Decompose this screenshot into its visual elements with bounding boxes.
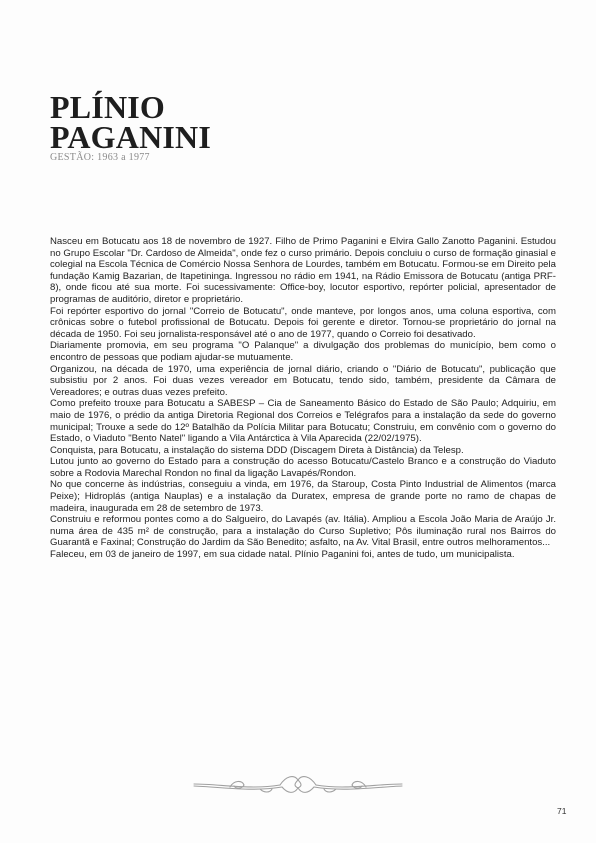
title-first-name: PLÍNIO — [50, 89, 165, 125]
paragraph-3: Diariamente promovia, em seu programa "O Palanque" a divulgação dos problemas do município, bem como o encontro de pessoas que podiam ajudar-se mutuamente. — [50, 340, 556, 363]
paragraph-7: Lutou junto ao governo do Estado para a construção do acesso Botucatu/Castelo Branco e a construção do Viaduto sobre a Rodovia Marechal Rondon no final da ligação Lavapés/Rondon. — [50, 456, 556, 479]
paragraph-10: Faleceu, em 03 de janeiro de 1997, em sua cidade natal. Plínio Paganini foi, antes de tudo, um municipalista. — [50, 549, 515, 561]
paragraph-9: Construiu e reformou pontes como a do Salgueiro, do Lavapés (av. Itália). Ampliou a Escola João Maria de Araújo Jr. numa área de 435 m² de construção, para a instalação do Curso Supletivo; Pôs iluminação rural nos Bairros do Guarantã e Faxinal; Construção do Jardim da São Benedito; asfalto, na Av. Vital Brasil, entre outros melhoramentos... — [50, 514, 556, 549]
title-last-name: PAGANINI — [50, 119, 212, 155]
flourish-ornament-icon — [190, 770, 406, 798]
paragraph-8: No que concerne às indústrias, conseguiu a vinda, em 1976, da Staroup, Costa Pinto Industrial de Alimentos (marca Peixe); Hidroplás (antiga Nauplas) e a instalação da Duratex, empresa de grande porte no ramo de chapas de madeira, inaugurada em 28 de setembro de 1973. — [50, 479, 556, 514]
page-number: 71 — [557, 806, 567, 816]
term-of-office-subtitle: GESTÃO: 1963 a 1977 — [50, 152, 150, 163]
paragraph-2: Foi repórter esportivo do jornal "Correio de Botucatu", onde manteve, por longos anos, uma coluna esportiva, com crônicas sobre o futebol profissional de Botucatu. Depois foi gerente e diretor. Tornou-se proprietário do jornal na década de 1950. Foi seu jornalista-responsável até o ano de 1977, quando o Correio foi desativado. — [50, 305, 556, 340]
paragraph-5: Como prefeito trouxe para Botucatu a SABESP – Cia de Saneamento Básico do Estado de São Paulo; Adquiriu, em maio de 1976, o prédio da antiga Diretoria Regional dos Correios e Telégrafos para a instalação da sede do governo municipal; Trouxe a sede do 12º Batalhão da Polícia Militar para Botucatu; Construiu, em convênio com o governo do Estado, o Viaduto "Bento Natel" ligando a Vila Antárctica à Vila Aparecida (22/02/1975). — [50, 398, 556, 445]
paragraph-6: Conquista, para Botucatu, a instalação do sistema DDD (Discagem Direta à Distância) da Telesp. — [50, 444, 464, 456]
biography-text — [50, 236, 556, 561]
page-title — [50, 89, 212, 155]
paragraph-4: Organizou, na década de 1970, uma experiência de jornal diário, criando o "Diário de Botucatu", publicação que subsistiu por 2 anos. Foi duas vezes vereador em Botucatu, tendo sido, também, presidente da Câmara de Vereadores; e outras duas vezes prefeito. — [50, 363, 556, 398]
paragraph-1: Nasceu em Botucatu aos 18 de novembro de 1927. Filho de Primo Paganini e Elvira Gallo Zanotto Paganini. Estudou no Grupo Escolar "Dr. Cardoso de Almeida", onde fez o curso primário. Depois concluiu o curso de formação ginasial e colegial na Escola Técnica de Comércio Nossa Senhora de Lourdes, também em Botucatu. Formou-se em Direito pela fundação Kamig Bazarian, de Itapetininga. Ingressou no rádio em 1941, na Rádio Emissora de Botucatu (antiga PRF-8), onde ficou até sua morte. Foi sucessivamente: Office-boy, locutor esportivo, repórter policial, apresentador de programas de auditório, diretor e proprietário. — [50, 236, 556, 305]
